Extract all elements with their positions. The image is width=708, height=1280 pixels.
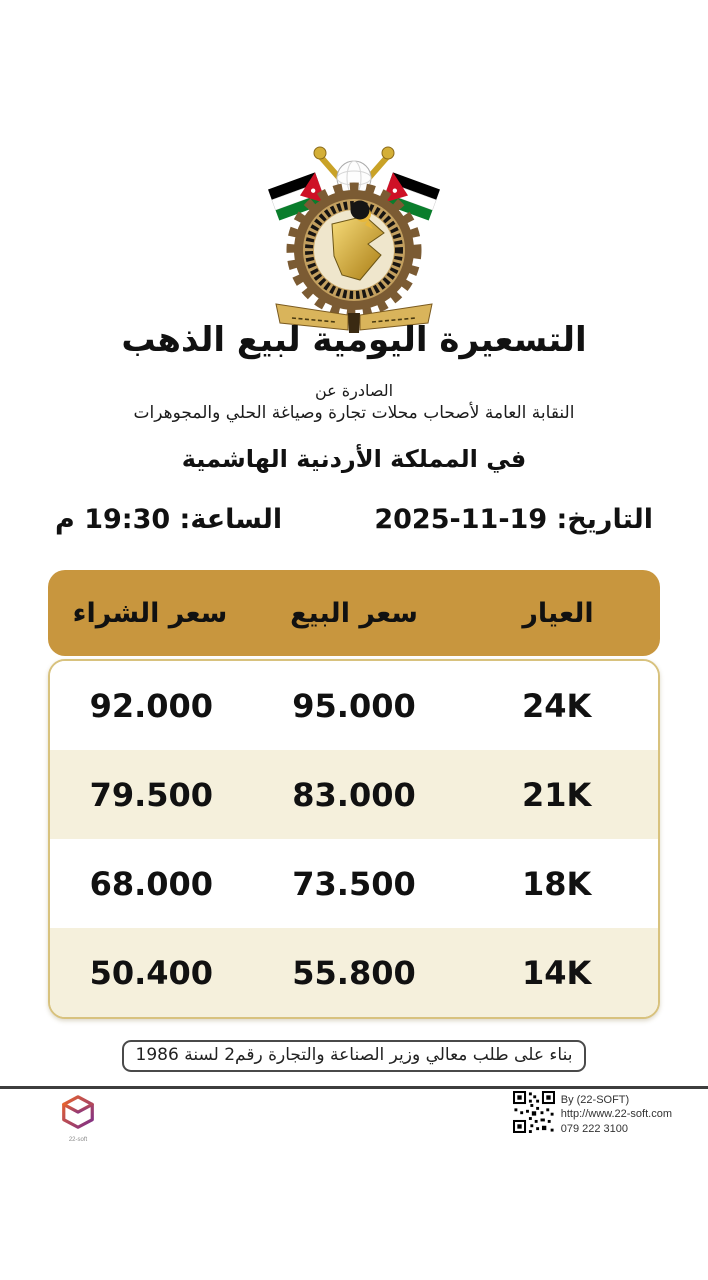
karat-value: 21K [522, 775, 592, 814]
gold-price-table [48, 570, 660, 1019]
buy-price-value: 79.500 [89, 775, 214, 814]
buy-price-value: 68.000 [89, 864, 214, 903]
karat-value: 24K [522, 686, 592, 725]
credit-line-2: http://www.22-soft.com [560, 1108, 672, 1121]
issued-by-line: الصادرة عن [314, 381, 394, 400]
column-header-karat: العيار [522, 597, 594, 629]
footer-divider [0, 1086, 708, 1089]
sell-price-value: 95.000 [292, 686, 416, 725]
country-line: في المملكة الأردنية الهاشمية [181, 445, 527, 473]
credit-line-1: By (22-SOFT) [560, 1094, 630, 1106]
table-row [50, 661, 658, 750]
column-header-sell-price: سعر البيع [290, 597, 418, 629]
table-body [48, 659, 660, 1019]
vendor-credit-block [513, 1091, 672, 1136]
karat-value: 14K [522, 953, 592, 992]
syndicate-emblem [262, 138, 446, 338]
sell-price-value: 55.800 [292, 953, 416, 992]
syndicate-emblem-icon [262, 138, 446, 334]
page-title: التسعيرة اليومية لبيع الذهب [121, 320, 587, 360]
table-row [50, 928, 658, 1017]
buy-price-value: 92.000 [89, 686, 214, 725]
date-value: التاريخ: 19-11-2025 [374, 504, 653, 535]
vendor-logo-block [56, 1094, 100, 1143]
footnote-wrapper [0, 1040, 708, 1072]
table-row [50, 839, 658, 928]
table-row [50, 750, 658, 839]
qr-code-icon [513, 1091, 555, 1133]
karat-value: 18K [522, 864, 592, 903]
buy-price-value: 50.400 [89, 953, 214, 992]
column-header-buy-price: سعر الشراء [72, 597, 228, 629]
sell-price-value: 83.000 [292, 775, 416, 814]
sell-price-value: 73.500 [292, 864, 416, 903]
cube-logo-icon [60, 1094, 96, 1132]
vendor-credits [561, 1091, 672, 1136]
table-header [48, 570, 660, 656]
organization-line: النقابة العامة لأصحاب محلات تجارة وصياغة الحلي والمجوهرات [133, 403, 575, 423]
datetime-row [55, 504, 653, 535]
credit-line-3: 079 222 3100 [560, 1122, 629, 1135]
legal-footnote: بناء على طلب معالي وزير الصناعة والتجارة رقم2 لسنة 1986 [122, 1040, 587, 1072]
time-value: الساعة: 19:30 م [55, 504, 283, 535]
cube-logo-label: 22-soft [68, 1137, 88, 1143]
